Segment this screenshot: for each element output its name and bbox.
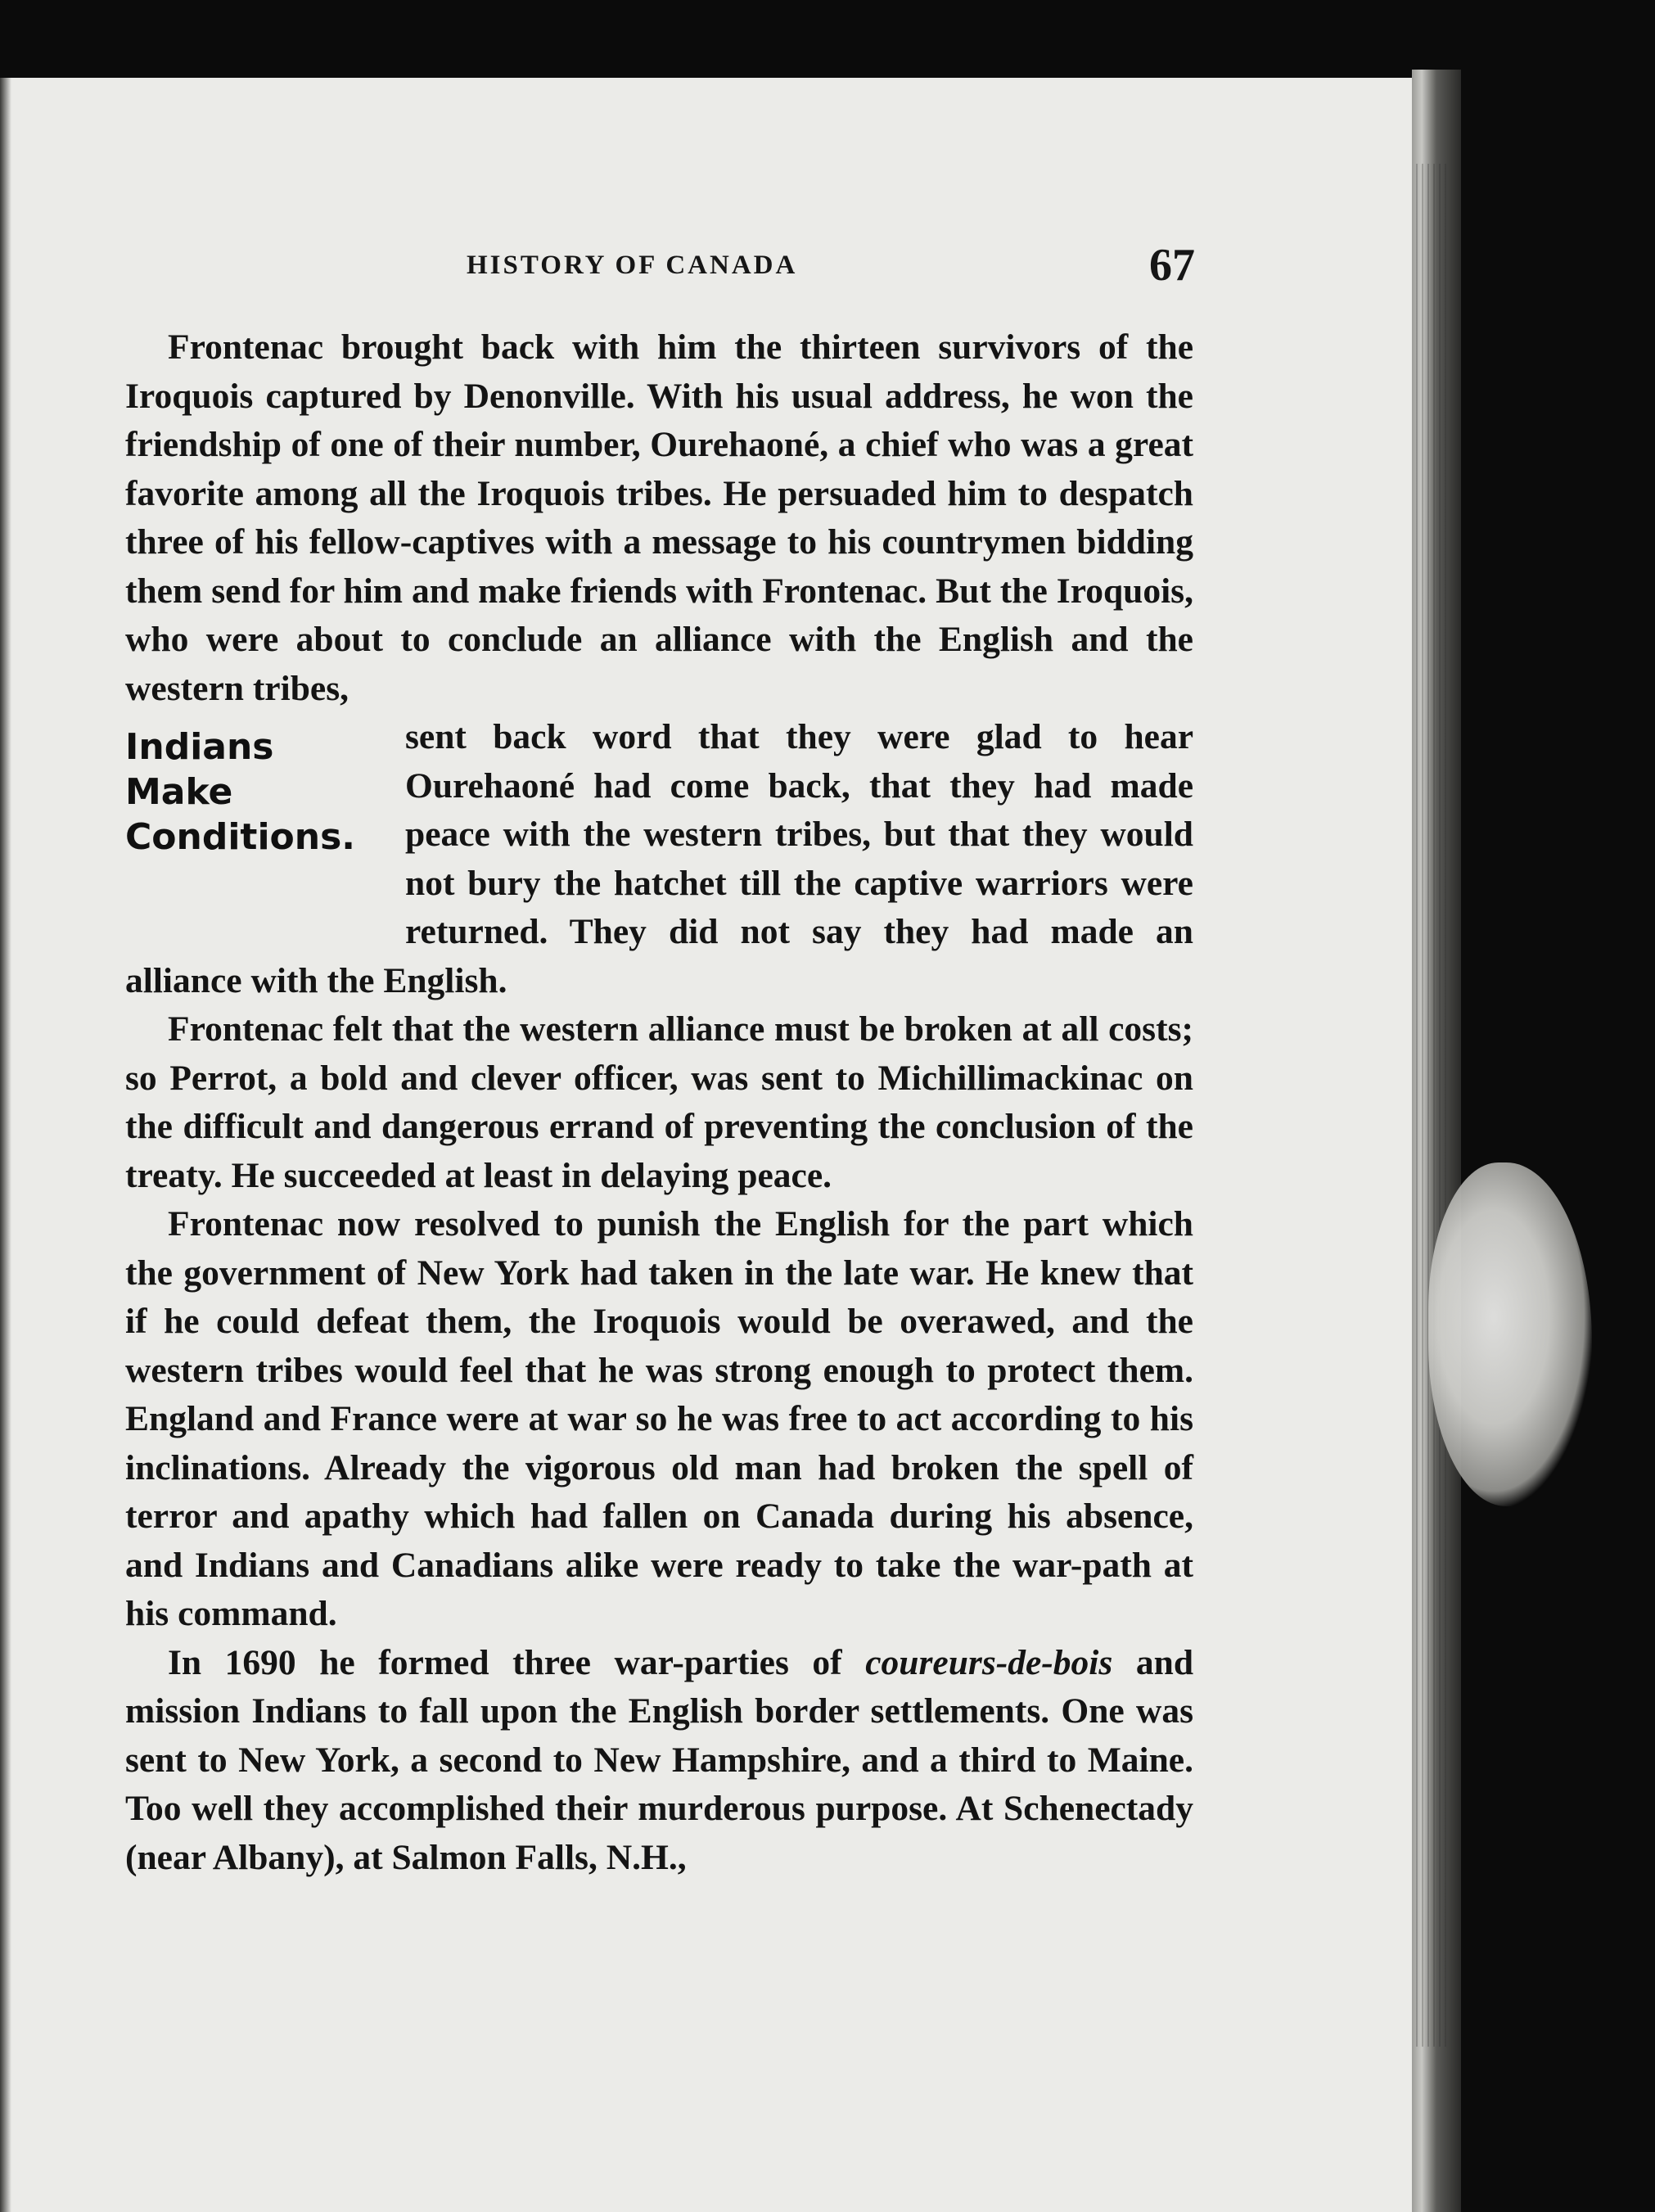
running-head: HISTORY OF CANADA (467, 251, 798, 280)
paragraph-2: Frontenac felt that the western alliance must be broken at all costs; so Perrot, a bold and clever officer, was sent to Michillimackinac on the difficult and dangerous errand of preventing the conclusion of the treaty. He succeeded at least in delaying peace. (125, 1009, 1193, 1195)
sidenote-line-2: Make (125, 771, 233, 813)
page-edge-lines (1416, 164, 1449, 2047)
paragraph-4-end: and mission Indians to fall upon the English border settlements. One was sent to New York, a second to New Hampshire, and a third to Maine. Too well they accomplished their murderous purpose. At Schenectady (near Albany), at Salmon Falls, N.H., (125, 1642, 1194, 1877)
sidenote-line-1: Indians (125, 726, 274, 768)
body-text (125, 323, 1193, 1882)
paragraph-1b: sent back word that they were glad to hear Ourehaoné had come back, that they had made peace with the western tribes, but that they would not bury the hatchet till the captive warriors were returned. They did not say they had made an alliance with the English. (125, 717, 1193, 1000)
paragraph-4-start: In 1690 he formed three war-parties of (168, 1642, 842, 1682)
page-header (467, 240, 1195, 295)
sidenote-line-3: Conditions. (125, 816, 355, 858)
sidenote (125, 725, 395, 921)
paragraph-4 (125, 1639, 1193, 1883)
paragraph-1a: Frontenac brought back with him the thirteen survivors of the Iroquois captured by Denonville. With his usual address, he won the friendship of one of their number, Ourehaoné, a chief who was a great favorite among all the Iroquois tribes. He persuaded him to despatch three of his fellow-captives with a message to his countrymen bidding them send for him and make friends with Frontenac. But the Iroquois, who were about to conclude an alliance with the English and the western tribes, (125, 327, 1193, 708)
page-number: 67 (1149, 240, 1195, 291)
paragraph-4-italic: coureurs-de-bois (865, 1642, 1113, 1682)
page-gutter-shadow (0, 78, 11, 2212)
paragraph-3: Frontenac now resolved to punish the English for the part which the government of New York had taken in the late war. He knew that if he could defeat them, the Iroquois would be overawed, and the western tribes would feel that he was strong enough to protect them. England and France were at war so he was free to act according to his inclinations. Already the vigorous old man had broken the spell of terror and apathy which had fallen on Canada during his absence, and Indians and Canadians alike were ready to take the war-path at his command. (125, 1204, 1193, 1633)
paper-damage-stain (1428, 1162, 1592, 1506)
